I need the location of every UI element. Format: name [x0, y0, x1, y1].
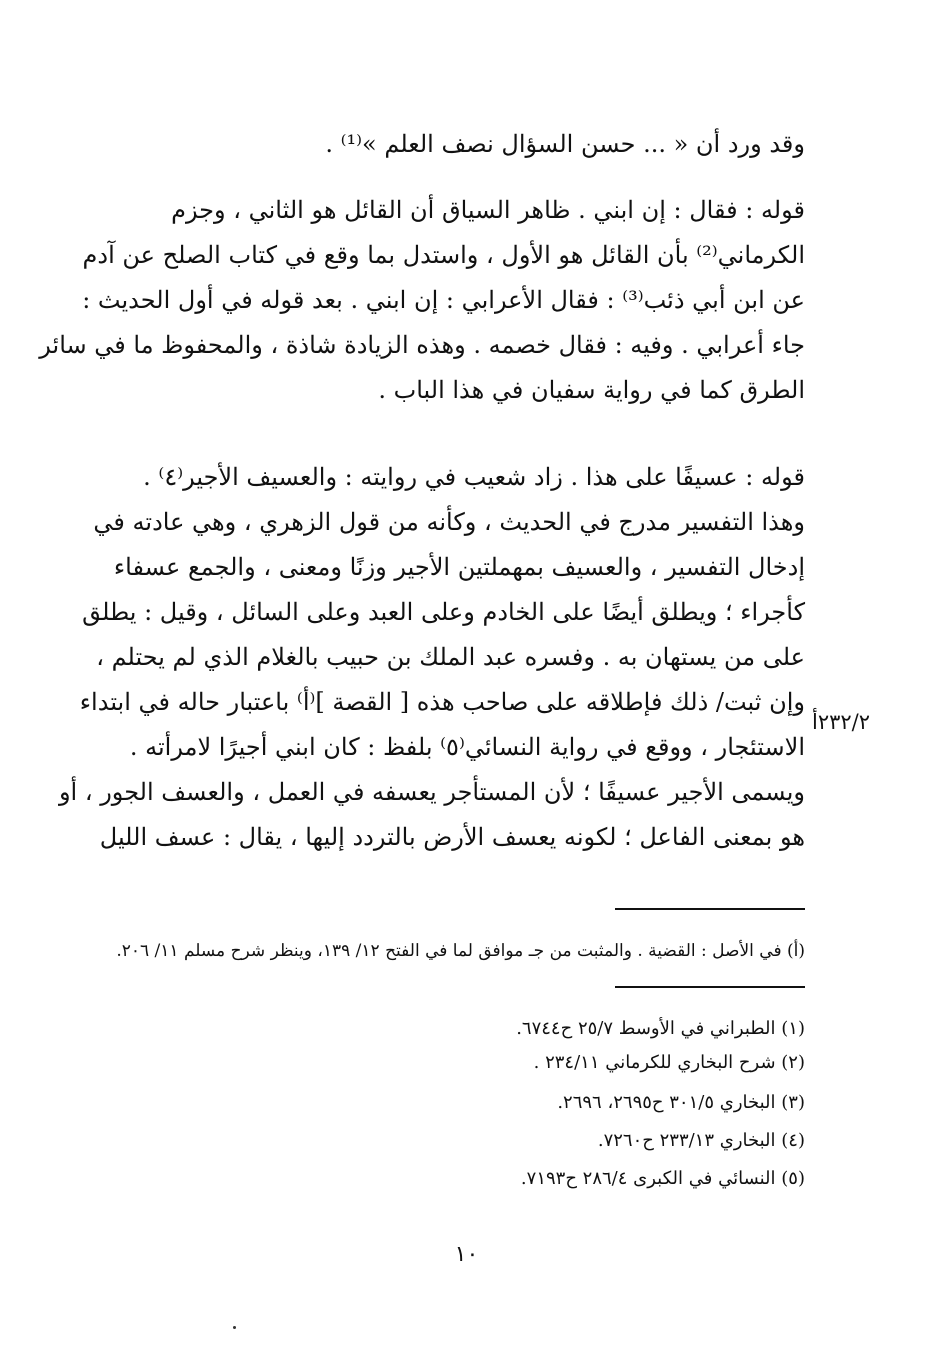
text-line: إدخال التفسير ، والعسيف بمهملتين الأجير وزنًا ومعنى ، والجمع عسفاء [113, 553, 805, 581]
references-separator [615, 986, 805, 988]
text-line: عن ابن أبي ذئب⁽³⁾ : فقال الأعرابي : إن ابني . بعد قوله في أول الحديث : [82, 286, 805, 314]
scan-speck [233, 1326, 236, 1329]
page-number: ١٠ [454, 1242, 479, 1267]
text-line: ويسمى الأجير عسيفًا ؛ لأن المستأجر يعسفه في العمل ، والعسف الجور ، أو [58, 778, 805, 806]
reference-footnote: (١) الطبراني في الأوسط ٢٥/٧ ح٦٧٤٤. [516, 1018, 805, 1039]
text-line: وهذا التفسير مدرج في الحديث ، وكأنه من قول الزهري ، وهي عادته في [93, 508, 805, 536]
footnote-separator [615, 908, 805, 910]
text-line: وقد ورد أن « ... حسن السؤال نصف العلم »⁽¹⁾ . [325, 130, 805, 158]
text-line: وإن ثبت/ ذلك فإطلاقه على صاحب هذه [ القصة ]⁽أ⁾ باعتبار حاله في ابتداء [79, 688, 805, 716]
text-line: الطرق كما في رواية سفيان في هذا الباب . [378, 376, 805, 404]
paragraph-1 [135, 122, 805, 167]
textual-footnote: (أ) في الأصل : القضية . والمثبت من جـ موافق لما في الفتح ١٢/ ١٣٩، وينظر شرح مسلم ١١/ ٢٠٦. [116, 941, 805, 961]
text-line: هو بمعنى الفاعل ؛ لكونه يعسف الأرض بالتردد إليها ، يقال : عسف الليل [99, 823, 805, 851]
reference-footnote: (٤) البخاري ٢٣٣/١٣ ح٧٢٦٠. [597, 1130, 805, 1151]
text-line: جاء أعرابي . وفيه : فقال خصمه . وهذه الزيادة شاذة ، والمحفوظ ما في سائر [39, 331, 805, 359]
reference-footnote: (٣) البخاري ٣٠١/٥ ح٢٦٩٥، ٢٦٩٦. [557, 1092, 805, 1113]
margin-folio-note: ٢٣٢/٢أ [812, 710, 871, 734]
text-line: الاستئجار ، ووقع في رواية النسائي⁽٥⁾ بلفظ : كان ابني أجيرًا لامرأته . [129, 733, 805, 761]
reference-footnote: (٥) النسائي في الكبرى ٢٨٦/٤ ح٧١٩٣. [520, 1168, 805, 1189]
paragraph-2 [39, 188, 805, 413]
text-line: كأجراء ؛ ويطلق أيضًا على الخادم وعلى العبد وعلى السائل ، وقيل : يطلق [82, 598, 805, 626]
paragraph-3 [58, 455, 805, 860]
text-line: قوله : عسيفًا على هذا . زاد شعيب في روايته : والعسيف الأجير⁽٤⁾ . [143, 463, 805, 491]
text-line: الكرماني⁽²⁾ بأن القائل هو الأول ، واستدل بما وقع في كتاب الصلح عن آدم [82, 241, 805, 269]
reference-footnote: (٢) شرح البخاري للكرماني ٢٣٤/١١ . [533, 1052, 805, 1073]
text-line: على من يستهان به . وفسره عبد الملك بن حبيب بالغلام الذي لم يحتلم ، [96, 643, 805, 671]
text-line: قوله : فقال : إن ابني . ظاهر السياق أن القائل هو الثاني ، وجزم [171, 196, 805, 224]
